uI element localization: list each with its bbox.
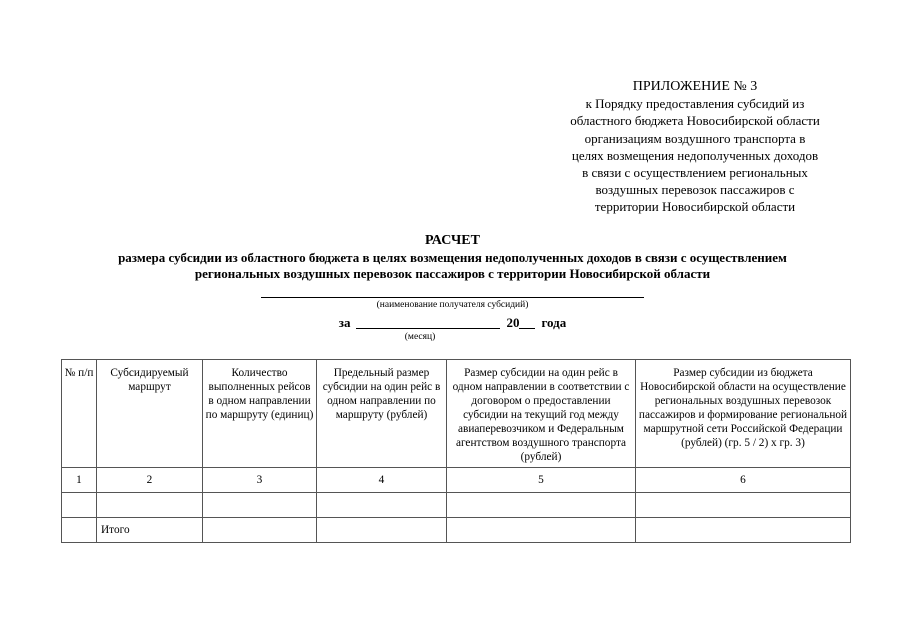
- recipient-name-blank: [261, 297, 644, 298]
- document-heading: [40, 231, 865, 282]
- header-cell: Размер субсидии на один рейс в одном направлении в соответствии с договором о предоставлении субсидии на текущий год между авиаперевозчиком и Федеральным агентством воздушного транспорта (рублей): [447, 360, 636, 468]
- year-blank: [519, 316, 535, 329]
- appendix-line: воздушных перевозок пассажиров с: [595, 182, 795, 198]
- table-cell: [62, 493, 97, 518]
- document-subtitle-line-1: размера субсидии из областного бюджета в целях возмещения недополученных доходов в связи с осуществлением: [118, 250, 787, 265]
- appendix-line: к Порядку предоставления субсидий из: [585, 96, 805, 112]
- month-caption: (месяц): [404, 332, 436, 342]
- column-number-cell: 2: [97, 468, 203, 493]
- period-row: [0, 315, 905, 331]
- table-cell: [636, 493, 851, 518]
- column-number-row: [62, 468, 851, 493]
- table-cell: [317, 493, 447, 518]
- document-subtitle-line-2: региональных воздушных перевозок пассажиров с территории Новосибирской области: [194, 266, 711, 281]
- column-number-cell: 3: [203, 468, 317, 493]
- table-cell: [203, 493, 317, 518]
- appendix-block: [545, 78, 845, 216]
- appendix-line: в связи с осуществлением региональных: [582, 165, 808, 181]
- month-blank: [356, 316, 500, 329]
- table-row: [62, 493, 851, 518]
- table-cell: [447, 518, 636, 543]
- table-cell: [203, 518, 317, 543]
- calculation-table: [61, 359, 851, 543]
- column-number-cell: 1: [62, 468, 97, 493]
- total-label: Итого: [97, 518, 203, 543]
- table-header-row: [62, 360, 851, 468]
- table-cell: [317, 518, 447, 543]
- column-number-cell: 5: [447, 468, 636, 493]
- appendix-title: ПРИЛОЖЕНИЕ № 3: [632, 79, 758, 94]
- appendix-line: целях возмещения недополученных доходов: [571, 147, 819, 163]
- column-number-cell: 4: [317, 468, 447, 493]
- header-cell: Количество выполненных рейсов в одном направлении по маршруту (единиц): [203, 360, 317, 468]
- period-suffix: года: [541, 315, 567, 330]
- appendix-line: территории Новосибирской области: [594, 199, 796, 215]
- table-cell: [97, 493, 203, 518]
- table-cell: [636, 518, 851, 543]
- column-number-cell: 6: [636, 468, 851, 493]
- table-cell: [447, 493, 636, 518]
- recipient-caption: (наименование получателя субсидий): [376, 300, 529, 310]
- period-prefix: за: [338, 315, 351, 330]
- header-cell: Предельный размер субсидии на один рейс в одном направлении по маршруту (рублей): [317, 360, 447, 468]
- table-cell: [62, 518, 97, 543]
- header-cell: Субсидируемый маршрут: [97, 360, 203, 468]
- document-title: РАСЧЕТ: [425, 233, 480, 248]
- total-row: [62, 518, 851, 543]
- header-cell: № п/п: [62, 360, 97, 468]
- appendix-line: организациям воздушного транспорта в: [584, 130, 806, 146]
- year-prefix: 20: [506, 315, 520, 330]
- header-cell: Размер субсидии из бюджета Новосибирской области на осуществление региональных воздушных перевозок пассажиров и формирование региональной маршрутной сети Российской Федерации (рублей) (гр. 5 / 2) х гр. 3): [636, 360, 851, 468]
- appendix-line: областного бюджета Новосибирской области: [570, 113, 820, 129]
